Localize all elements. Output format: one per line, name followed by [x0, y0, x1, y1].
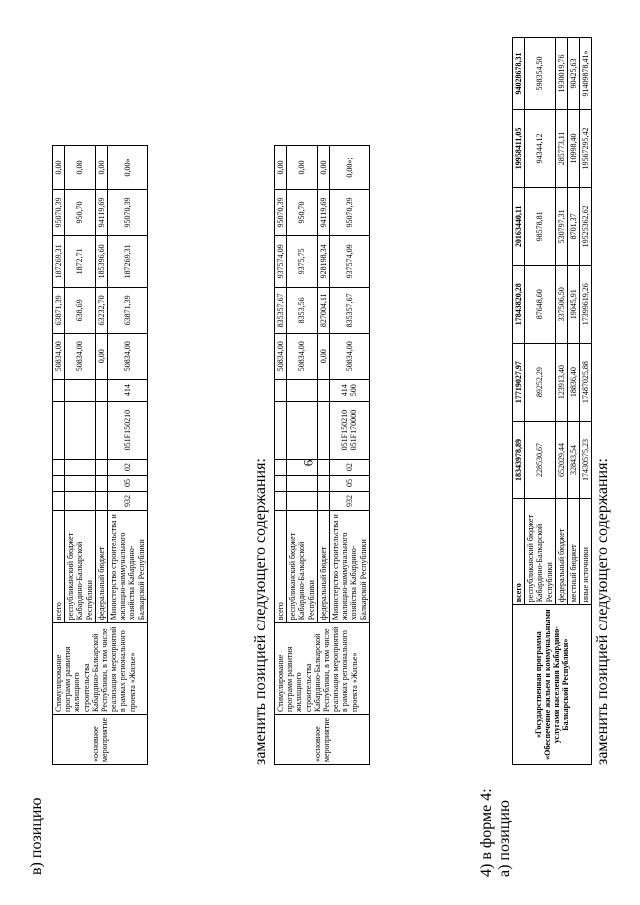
funding-source-cell: федеральный бюджет [555, 499, 567, 605]
funding-source-cell: республиканский бюджет Кабардино-Балкарской Республики [525, 499, 556, 605]
vr-cell [287, 379, 318, 401]
vr-cell: 414 [107, 379, 147, 401]
value-cell: 530797,31 [555, 187, 567, 265]
value-cell: 835357,67 [329, 287, 369, 333]
value-cell: 638,69 [65, 287, 96, 333]
value-cell: 228530,67 [525, 421, 556, 499]
value-cell: 50834,00 [65, 333, 96, 379]
funding-source-cell: республиканский бюджет Кабардино-Балкарской Республики [65, 511, 96, 623]
pr-cell [95, 459, 107, 475]
value-cell: 0,00» [107, 146, 147, 190]
value-cell: 827004,11 [317, 287, 329, 333]
pr-cell [275, 459, 287, 475]
activity-type-cell: «основное мероприятие [275, 715, 370, 765]
value-cell: 835357,67 [275, 287, 287, 333]
grbs-cell [275, 491, 287, 511]
value-cell: 337506,50 [555, 265, 567, 343]
value-cell: 928198,34 [317, 235, 329, 287]
value-cell: 95070,39 [329, 190, 369, 236]
page-number: 6 [300, 459, 316, 467]
funding-source-cell: Министерство строительства и жилищно-коммунального хозяйства Кабардино-Балкарской Республики [329, 511, 369, 623]
vr-cell: 414 500 [329, 379, 369, 401]
table-2 [274, 145, 370, 765]
funding-source-cell: всего [275, 511, 287, 623]
vr-cell [275, 379, 287, 401]
value-cell: 950,70 [287, 190, 318, 236]
value-cell: 90425,63 [567, 38, 579, 110]
value-cell: 598354,50 [525, 38, 556, 110]
vr-cell [95, 379, 107, 401]
grbs-cell [65, 491, 96, 511]
pr-cell [287, 459, 318, 475]
value-cell: 0,00 [317, 146, 329, 190]
value-cell: 8353,56 [287, 287, 318, 333]
value-cell: 937574,09 [329, 235, 369, 287]
value-cell: 89252,29 [525, 343, 556, 421]
value-cell: 95070,39 [275, 190, 287, 236]
rz-cell: 05 [329, 475, 369, 491]
csr-cell [287, 401, 318, 459]
value-cell: 63232,70 [95, 287, 107, 333]
value-cell: 63871,39 [53, 287, 65, 333]
funding-source-cell: иные источники [580, 499, 592, 605]
value-cell: 1872,71 [65, 235, 96, 287]
value-cell: 0,00 [65, 146, 96, 190]
value-cell: 94119,69 [317, 190, 329, 236]
grbs-cell [317, 491, 329, 511]
program-name-cell: «Государственная программа «Обеспечение жильем и коммунальными услугами населения Кабардино-Балкарской Республики» [513, 605, 592, 765]
value-cell: 652029,44 [555, 421, 567, 499]
value-cell: 50834,00 [275, 333, 287, 379]
value-cell: 17843820,28 [513, 265, 525, 343]
value-cell: 950,70 [65, 190, 96, 236]
value-cell: 19958411,05 [513, 109, 525, 187]
grbs-cell: 932 [329, 491, 369, 511]
pr-cell [317, 459, 329, 475]
pr-cell [53, 459, 65, 475]
table-1 [52, 145, 148, 765]
value-cell: 1930019,76 [555, 38, 567, 110]
activity-name-cell: Стимулирование программ развития жилищного строительства Кабардино-Балкарской Республики, в том числе реализация мероприятий в рамках регионального проекта «Жилье» [275, 623, 370, 715]
value-cell: 98578,81 [525, 187, 556, 265]
value-cell: 50834,00 [107, 333, 147, 379]
pr-cell [65, 459, 96, 475]
value-cell: 19525362,62 [580, 187, 592, 265]
rz-cell [317, 475, 329, 491]
section-4-heading: 4) в форме 4: [478, 788, 495, 877]
value-cell: 0,00 [95, 146, 107, 190]
value-cell: 32843,54 [567, 421, 579, 499]
value-cell: 94028678,31 [513, 38, 525, 110]
activity-name-cell: Стимулирование программ развития жилищного строительства Кабардино-Балкарской Республики, в том числе реализация мероприятий в рамках регионального проекта «Жилье» [53, 623, 148, 715]
csr-cell: 051F150210 051F170000 [329, 401, 369, 459]
grbs-cell [53, 491, 65, 511]
replace-heading-1: заменить позицией следующего содержания: [252, 458, 269, 765]
grbs-cell [95, 491, 107, 511]
rz-cell [287, 475, 318, 491]
funding-source-cell: Министерство строительства и жилищно-коммунального хозяйства Кабардино-Балкарской Республики [107, 511, 147, 623]
value-cell: 50834,00 [287, 333, 318, 379]
value-cell: 0,00 [275, 146, 287, 190]
funding-source-cell: республиканский бюджет Кабардино-Балкарской Республики [287, 511, 318, 623]
value-cell: 0,00 [287, 146, 318, 190]
value-cell: 0,00 [317, 333, 329, 379]
csr-cell [95, 401, 107, 459]
value-cell: 0,00»; [329, 146, 369, 190]
funding-source-cell: федеральный бюджет [317, 511, 329, 623]
funding-source-cell: всего [513, 499, 525, 605]
replace-heading-2: заменить позицией следующего содержания: [594, 458, 611, 765]
value-cell: 0,00 [95, 333, 107, 379]
value-cell: 87648,60 [525, 265, 556, 343]
section-v-heading: в) позицию [28, 797, 45, 875]
csr-cell [53, 401, 65, 459]
value-cell: 95070,39 [53, 190, 65, 236]
value-cell: 63871,39 [107, 287, 147, 333]
csr-cell [65, 401, 96, 459]
rotated-content [20, 5, 620, 885]
value-cell: 20163440,11 [513, 187, 525, 265]
table-row [513, 38, 525, 765]
vr-cell [317, 379, 329, 401]
table-3 [512, 37, 592, 765]
rz-cell [275, 475, 287, 491]
value-cell: 0,00 [53, 146, 65, 190]
value-cell: 187269,31 [107, 235, 147, 287]
value-cell: 17487025,88 [580, 343, 592, 421]
rz-cell [65, 475, 96, 491]
value-cell: 17430575,23 [580, 421, 592, 499]
value-cell: 19567295,42 [580, 109, 592, 187]
value-cell: 937574,09 [275, 235, 287, 287]
funding-source-cell: местный бюджет [567, 499, 579, 605]
pr-cell: 02 [107, 459, 147, 475]
value-cell: 50834,00 [329, 333, 369, 379]
value-cell: 185396,60 [95, 235, 107, 287]
rz-cell: 05 [107, 475, 147, 491]
value-cell: 18836,40 [567, 343, 579, 421]
value-cell: 18343978,89 [513, 421, 525, 499]
rz-cell [95, 475, 107, 491]
value-cell: 94344,12 [525, 109, 556, 187]
value-cell: 17719027,97 [513, 343, 525, 421]
value-cell: 285773,11 [555, 109, 567, 187]
vr-cell [53, 379, 65, 401]
value-cell: 94119,69 [95, 190, 107, 236]
csr-cell: 051F150210 [107, 401, 147, 459]
value-cell: 187269,31 [53, 235, 65, 287]
value-cell: 95070,39 [107, 190, 147, 236]
rz-cell [53, 475, 65, 491]
value-cell: 10998,40 [567, 109, 579, 187]
grbs-cell [287, 491, 318, 511]
value-cell: 17399619,26 [580, 265, 592, 343]
vr-cell [65, 379, 96, 401]
value-cell: 9375,75 [287, 235, 318, 287]
grbs-cell: 932 [107, 491, 147, 511]
value-cell: 8701,37 [567, 187, 579, 265]
funding-source-cell: федеральный бюджет [95, 511, 107, 623]
value-cell: 19045,91 [567, 265, 579, 343]
activity-type-cell: «основное мероприятие [53, 715, 148, 765]
value-cell: 50834,00 [53, 333, 65, 379]
section-a-heading: а) позицию [496, 800, 513, 877]
pr-cell: 02 [329, 459, 369, 475]
table-row [275, 146, 287, 765]
csr-cell [275, 401, 287, 459]
csr-cell [317, 401, 329, 459]
table-row [53, 146, 65, 765]
value-cell: 91409878,41» [580, 38, 592, 110]
funding-source-cell: всего [53, 511, 65, 623]
value-cell: 123913,40 [555, 343, 567, 421]
